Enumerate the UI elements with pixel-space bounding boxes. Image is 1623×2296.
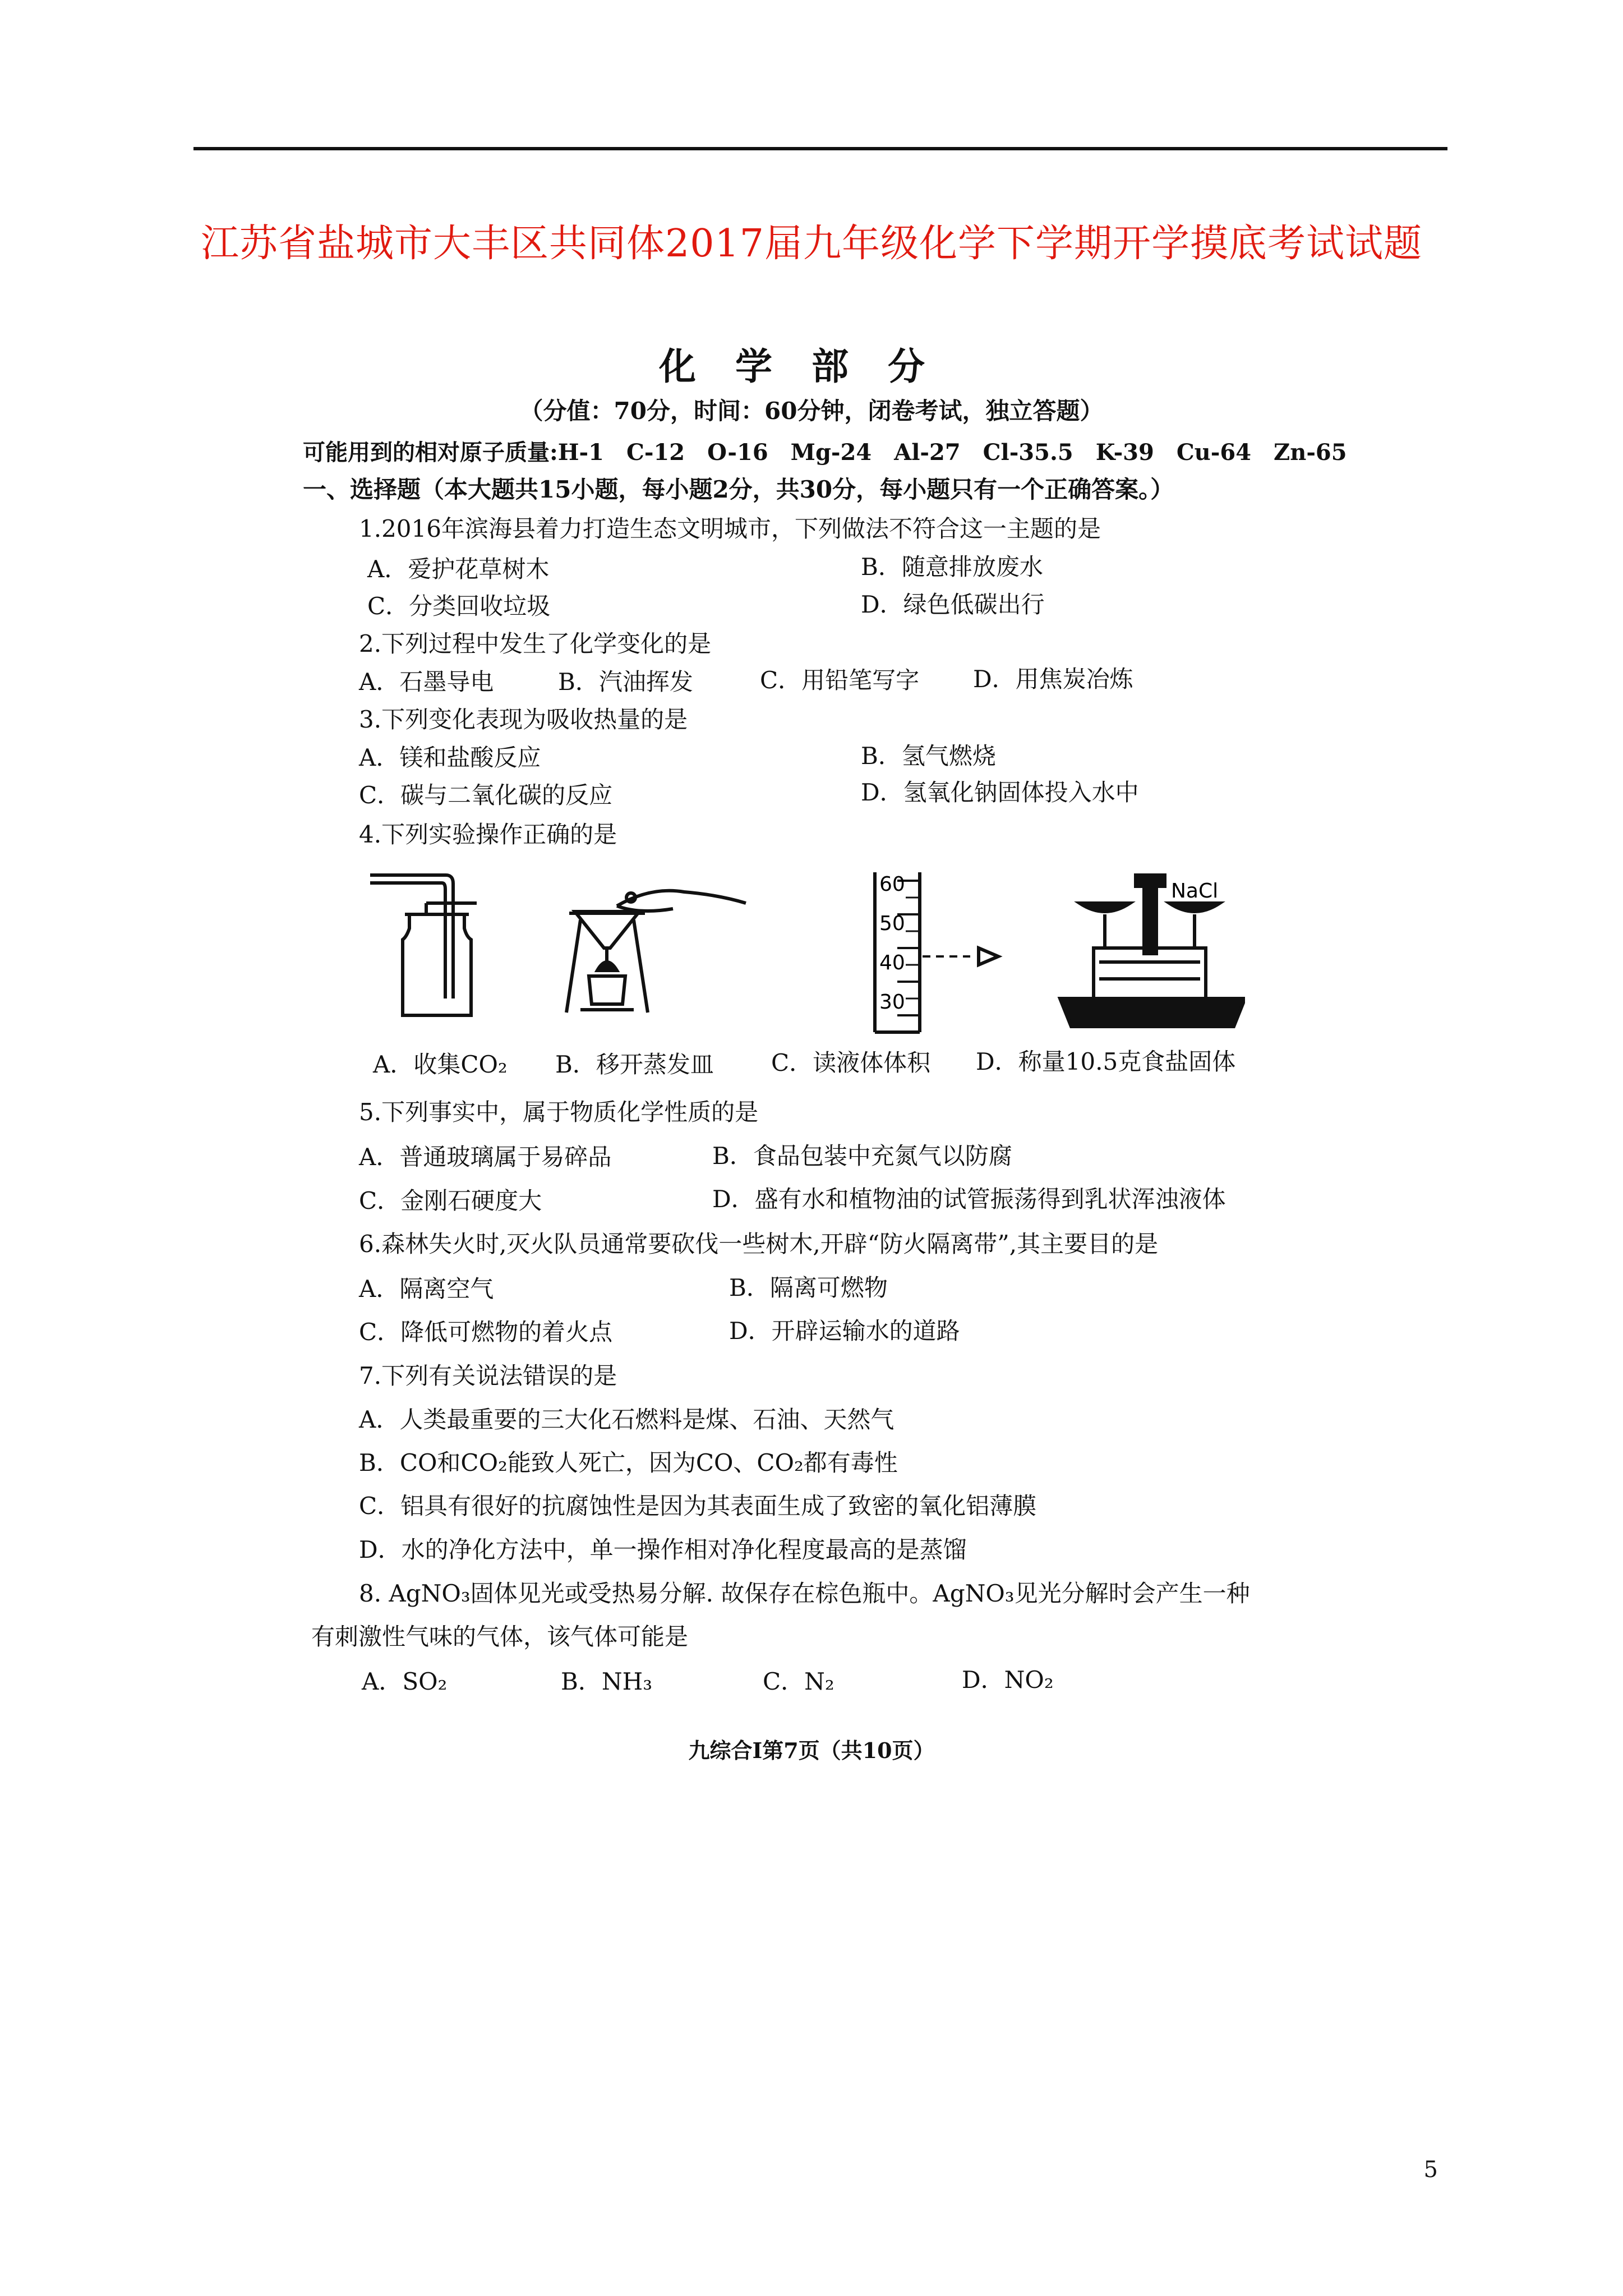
q3-option-a: A．镁和盐酸反应 [359, 744, 541, 771]
q2-option-b: B．汽油挥发 [558, 668, 693, 696]
q4-option-c: C．读液体体积 [771, 1049, 931, 1076]
q7-option-d: D．水的净化方法中，单一操作相对净化程度最高的是蒸馏 [359, 1536, 967, 1563]
q4-figures [359, 864, 1245, 1038]
q8-option-a: A．SO₂ [362, 1668, 448, 1695]
q8-stem-line1: 8. AgNO₃固体见光或受热易分解. 故保存在棕色瓶中。AgNO₃见光分解时会产生一种 [359, 1580, 1250, 1607]
document-title: 江苏省盐城市大丰区共同体2017届九年级化学下学期开学摸底考试试题 [200, 222, 1423, 266]
q4-stem: 4.下列实验操作正确的是 [359, 821, 617, 848]
cylinder-label-30: 30 [879, 991, 905, 1014]
q2-stem: 2.下列过程中发生了化学变化的是 [359, 630, 712, 657]
q6-stem: 6.森林失火时,灭火队员通常要砍伐一些树木,开辟“防火隔离带”,其主要目的是 [359, 1230, 1159, 1258]
q5-option-d: D．盛有水和植物油的试管振荡得到乳状浑浊液体 [712, 1185, 1226, 1213]
cylinder-label-60: 60 [879, 873, 905, 896]
q3-stem: 3.下列变化表现为吸收热量的是 [359, 706, 688, 733]
q8-option-c: C．N₂ [763, 1668, 834, 1695]
q3-option-b: B．氢气燃烧 [861, 742, 996, 770]
atomic-masses: 可能用到的相对原子质量:H-1 C-12 O-16 Mg-24 Al-27 Cl-35.5 K-39 Cu-64 Zn-65 [303, 439, 1347, 466]
header-rule [193, 147, 1447, 150]
q4-option-d: D．称量10.5克食盐固体 [976, 1048, 1236, 1075]
q8-option-d: D．NO₂ [962, 1666, 1054, 1694]
q6-option-c: C．降低可燃物的着火点 [359, 1318, 613, 1346]
q1-stem: 1.2016年滨海县着力打造生态文明城市，下列做法不符合这一主题的是 [359, 515, 1101, 542]
q4-option-b: B．移开蒸发皿 [555, 1051, 714, 1078]
exam-info: （分值：70分，时间：60分钟，闭卷考试，独立答题） [519, 397, 1104, 425]
q7-option-c: C．铝具有很好的抗腐蚀性是因为其表面生成了致密的氧化铝薄膜 [359, 1492, 1037, 1520]
q3-option-c: C．碳与二氧化碳的反应 [359, 781, 613, 809]
q7-option-a: A．人类最重要的三大化石燃料是煤、石油、天然气 [359, 1406, 895, 1433]
nacl-label: NaCl [1171, 880, 1219, 903]
cylinder-label-50: 50 [879, 912, 905, 935]
q2-option-d: D．用焦炭冶炼 [973, 665, 1133, 693]
q1-option-d: D．绿色低碳出行 [861, 591, 1045, 618]
q6-option-d: D．开辟运输水的道路 [729, 1317, 960, 1345]
q5-option-c: C．金刚石硬度大 [359, 1187, 542, 1214]
q4-option-a: A．收集CO₂ [373, 1051, 508, 1078]
q8-option-b: B．NH₃ [561, 1668, 653, 1695]
q1-option-c: C．分类回收垃圾 [367, 592, 551, 620]
page-footer: 九综合Ⅰ第7页（共10页） [688, 1738, 935, 1763]
q2-option-a: A．石墨导电 [359, 668, 494, 696]
q8-stem-line2: 有刺激性气味的气体，该气体可能是 [311, 1623, 689, 1650]
q7-stem: 7.下列有关说法错误的是 [359, 1362, 617, 1389]
q5-stem: 5.下列事实中，属于物质化学性质的是 [359, 1098, 759, 1126]
cylinder-label-40: 40 [879, 951, 905, 974]
section-heading: 化学部分 [659, 344, 964, 388]
q1-option-a: A．爱护花草树木 [367, 555, 550, 583]
evaporating-dish-figure [566, 891, 746, 1013]
q5-option-a: A．普通玻璃属于易碎品 [359, 1143, 612, 1171]
q3-option-d: D．氢氧化钠固体投入水中 [861, 779, 1139, 806]
part-one-heading: 一、选择题（本大题共15小题，每小题2分，共30分，每小题只有一个正确答案。） [303, 476, 1174, 503]
q6-option-b: B．隔离可燃物 [729, 1274, 888, 1301]
q2-option-c: C．用铅笔写字 [760, 666, 920, 694]
q1-option-b: B．随意排放废水 [861, 553, 1043, 581]
page-number: 5 [1423, 2157, 1438, 2183]
q6-option-a: A．隔离空气 [359, 1275, 494, 1303]
q5-option-b: B．食品包装中充氮气以防腐 [712, 1142, 1012, 1170]
gas-bottle-figure [370, 875, 477, 1015]
q7-option-b: B．CO和CO₂能致人死亡，因为CO、CO₂都有毒性 [359, 1449, 898, 1476]
